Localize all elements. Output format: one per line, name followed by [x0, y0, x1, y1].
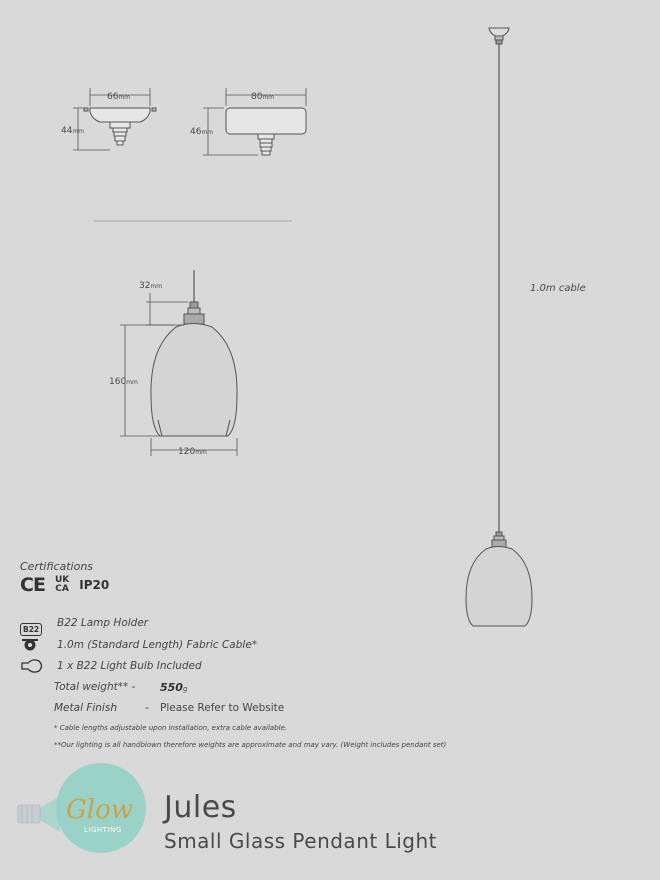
spec-cable: 1.0m (Standard Length) Fabric Cable* [57, 639, 258, 651]
dim-80-label: 80mm [251, 92, 275, 102]
dim-160-label: 160mm [109, 377, 138, 387]
weight-value: 550g [160, 681, 188, 694]
cable-label: 1.0m cable [530, 283, 586, 294]
ce-mark: CE [20, 574, 45, 596]
shade-small [151, 270, 237, 436]
note-cable: * Cable lengths adjustable upon installation, extra cable available. [54, 724, 288, 732]
dim-46-label: 46mm [190, 127, 214, 137]
finish-separator: - [145, 702, 149, 714]
certifications-title: Certifications [20, 560, 94, 573]
spec-bulb: 1 x B22 Light Bulb Included [57, 660, 202, 672]
glow-logo [18, 763, 146, 853]
cable-icon [22, 640, 38, 650]
finish-value: Please Refer to Website [160, 702, 285, 714]
b22-icon: B22 [20, 617, 42, 636]
product-subtitle: Small Glass Pendant Light [164, 829, 437, 853]
bulb-icon [22, 660, 42, 672]
ip-rating: IP20 [79, 578, 110, 592]
dim-32-label: 32mm [139, 281, 163, 291]
product-title: Jules [164, 790, 237, 825]
spec-lamp-holder: B22 Lamp Holder [57, 617, 149, 629]
ukca-mark: UK CA [54, 575, 70, 594]
logo-subtext: LIGHTING [84, 826, 122, 834]
certifications-row [20, 574, 109, 596]
finish-label: Metal Finish [54, 702, 117, 714]
dim-44-label: 44mm [61, 126, 85, 136]
ceiling-rose-small [84, 108, 156, 145]
note-weight: **Our lighting is all handblown therefore weights are approximate and may vary. (Weight includes pendant set) [54, 741, 447, 749]
pendant-full [466, 28, 532, 626]
weight-label: Total weight** - [54, 681, 136, 693]
dim-66-label: 66mm [107, 92, 131, 102]
dim-120-label: 120mm [178, 447, 207, 457]
logo-text: Glow [66, 795, 133, 825]
ceiling-rose-large [226, 108, 306, 155]
